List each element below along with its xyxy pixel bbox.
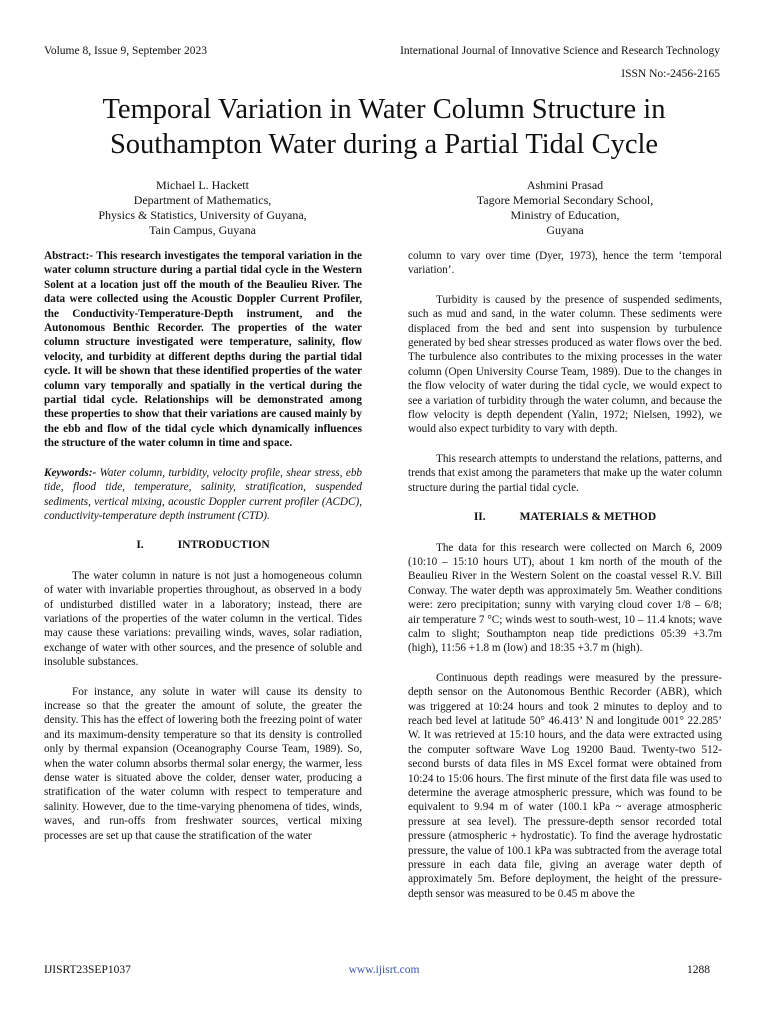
page-number: 1288: [687, 964, 710, 976]
keywords-text: Water column, turbidity, velocity profile, shear stress, ebb tide, flood tide, temperature, salinity, stratification, suspended sediments, vertical mixing, acoustic Doppler current profiler (ACDC), conductivity-temperature depth instrument (CTD).: [44, 466, 363, 522]
methods-paragraph-2: Continuous depth readings were measured by the pressure-depth sensor on the Autonomous Benthic Recorder (ABR), which was triggered at 10:24 hours and took 2 minutes to deploy and to reach bed level at latitude 50° 46.413’ N and longitude 001° 22.285’ W. It was retrieved at 15:10 hours, and the data were extracted using the computer software Wave Log 19200 Baud. Twenty-two 512-second bursts of data files in MS Excel format were obtained from 10:24 to 15:06 hours. The first minute of the first data file was used to determine the average atmospheric pressure, which was found to be equivalent to 9.94 m of water (100.1 kPa ~ average atmospheric pressure at sea level). The pressure-depth sensor recorded total pressure (atmospheric + hydrostatic). To find the average hydrostatic pressure, the value of 100.1 kPa was subtracted from the average total pressure in each data file, giving an average water depth of approximately 5m. Before deployment, the height of the pressure-depth sensor was measured to be 0.45 m above the: [408, 671, 722, 900]
issn: ISSN No:-2456-2165: [621, 68, 720, 80]
author-name: Ashmini Prasad: [526, 178, 604, 192]
author-name: Michael L. Hackett: [156, 178, 249, 192]
journal-name: International Journal of Innovative Science and Research Technology: [400, 45, 720, 57]
section-heading-methods: [408, 510, 722, 524]
intro-paragraph-continued: column to vary over time (Dyer, 1973), hence the term ‘temporal variation’.: [408, 250, 722, 277]
author-block-2: [420, 178, 710, 238]
paper-title: Temporal Variation in Water Column Structure in Southampton Water during a Partial Tidal Cycle: [102, 94, 666, 160]
author-affiliation: Department of Mathematics,: [133, 193, 272, 207]
section-number: II.: [473, 511, 486, 524]
right-column: [408, 249, 722, 916]
keywords: [44, 466, 362, 524]
author-block-1: [60, 178, 345, 238]
section-title: MATERIALS & METHOD: [519, 511, 657, 524]
section-heading-introduction: [44, 538, 362, 552]
abstract: Abstract:- This research investigates the temporal variation in the water column structure during a partial tidal cycle in the Western Solent at a location just off the mouth of the Beaulieu River. The data were collected using the Acoustic Doppler Current Profiler, the Conductivity-Temperature-Depth instrument, and the Autonomous Benthic Recorder. The properties of the water column structure investigated were temperature, salinity, flow velocity, and turbidity at different depths during the partial tidal cycle. It will be shown that these identified properties of the water column vary temporally and spatially in the vertical during the partial tidal cycle. Relationships will be demonstrated among these properties to show that their variations are caused mainly by the ebb and flow of the tidal cycle which dynamically influences the structure of the water column in time and space.: [44, 250, 362, 450]
section-number: I.: [136, 539, 144, 552]
author-affiliation: Physics & Statistics, University of Guyana,: [98, 208, 307, 222]
author-affiliation: Guyana: [546, 223, 584, 237]
keywords-label: Keywords:-: [44, 466, 97, 479]
intro-paragraph-1: The water column in nature is not just a homogeneous column of water with invariable properties throughout, as observed in a body of undisturbed distilled water in a laboratory; instead, there are variations of the properties of the water column in the vertical. Tides may cause these variations: prevailing winds, waves, solar radiation, exchange of water with other sources, and the presence of soluble and insoluble substances.: [44, 569, 362, 669]
author-affiliation: Ministry of Education,: [510, 208, 620, 222]
turbidity-paragraph: Turbidity is caused by the presence of suspended sediments, such as mud and sand, in the water column. These sediments were displaced from the bed and sent into suspension by turbulence generated by bed shear stresses produced as water flows over the bed. The turbulence also contributes to the mixing processes in the water column (Open University Course Team, 1989). Due to the changes in the flow velocity of water during the tidal cycle, we would expect to see a variation of turbidity through the water column, and because the flow velocity is depth dependent (Yalin, 1972; Nielsen, 1992), we would also expect turbidity to vary with depth.: [408, 293, 722, 436]
left-column: [44, 249, 362, 858]
author-affiliation: Tagore Memorial Secondary School,: [476, 193, 654, 207]
volume-info: Volume 8, Issue 9, September 2023: [44, 45, 208, 57]
author-affiliation: Tain Campus, Guyana: [149, 223, 256, 237]
section-title: INTRODUCTION: [177, 539, 270, 552]
methods-paragraph-1: The data for this research were collected on March 6, 2009 (10:10 – 15:10 hours UT), about 1 km north of the mouth of the Beaulieu River in the Western Solent on the coastal vessel R.V. Bill Conway. The water depth was approximately 5m. Weather conditions were: zero precipitation; sunny with varying cloud cover 1/8 – 6/8; air temperature 7 °C; winds west to south-west, 10 – 11.4 knots; wave calm to slight; Southampton neap tide predictions 05:39 +3.7m (high), 11:56 +1.8 m (low) and 18:35 +3.7 m (high).: [408, 541, 722, 655]
journal-url-link[interactable]: www.ijisrt.com: [348, 964, 420, 976]
article-code: IJISRT23SEP1037: [44, 964, 131, 976]
intro-paragraph-2: For instance, any solute in water will cause its density to increase so that the greater the amount of solute, the greater the density. This has the effect of lowering both the freezing point of water and its maximum-density temperature so that its density is controlled only by thermal expansion (Oceanography Course Team, 1989). So, when the water column absorbs thermal solar energy, the warmer, less dense water is situated above the colder, denser water, producing a stratification of the water column with respect to temperature and salinity. However, due to the time-varying phenomena of tides, winds, waves, and run-offs from freshwater sources, vertical mixing processes are set up that cause the stratification of the water: [44, 685, 362, 842]
aims-paragraph: This research attempts to understand the relations, patterns, and trends that exist among the parameters that make up the water column structure during the partial tidal cycle.: [408, 452, 722, 494]
